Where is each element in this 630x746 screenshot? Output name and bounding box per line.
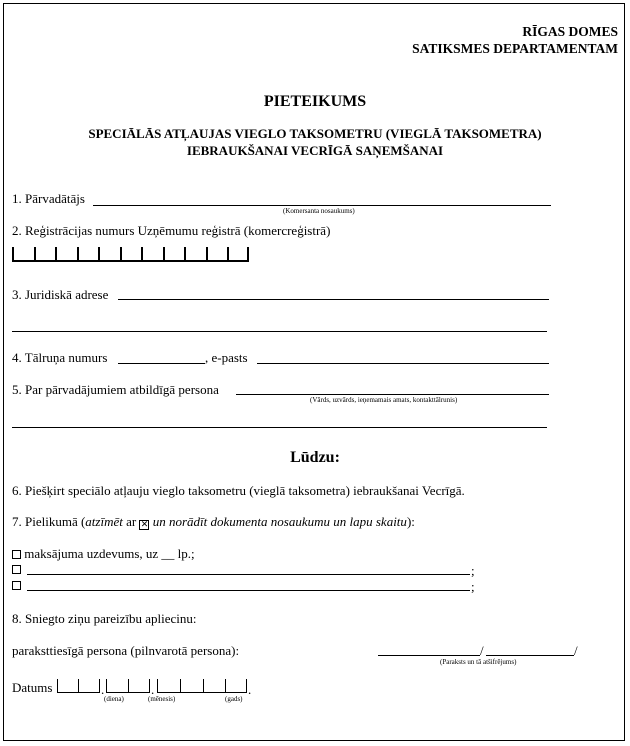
attachment-1-text: maksājuma uzdevums, uz __ lp.; <box>24 546 195 561</box>
request-heading: Lūdzu: <box>290 449 340 466</box>
date-year-cell[interactable] <box>225 679 247 693</box>
responsible-input-line2[interactable] <box>12 427 547 428</box>
date-year-cell[interactable] <box>180 679 203 693</box>
document-title: PIETEIKUMS <box>263 93 367 110</box>
reg-digit-cell[interactable] <box>120 247 142 262</box>
signature-separator-end: / <box>574 643 578 658</box>
attachment-row-1 <box>12 547 195 560</box>
form-border <box>3 3 625 741</box>
date-dot-1: . <box>101 682 105 697</box>
reg-digit-cell[interactable] <box>206 247 228 262</box>
item7-italic-mark: atzīmēt <box>85 514 123 529</box>
attachment-checkbox-2[interactable] <box>12 565 21 574</box>
phone-input-line[interactable] <box>118 363 205 364</box>
phone-label: 4. Tālruņa numurs <box>12 350 108 365</box>
item7-mid: ar <box>122 514 140 529</box>
carrier-input-line[interactable] <box>93 205 551 206</box>
legal-address-label: 3. Juridiskā adrese <box>12 287 109 302</box>
email-label: , e-pasts <box>205 350 248 365</box>
signatory-label: paraksttiesīgā persona (pilnvarotā persona): <box>12 643 240 658</box>
reg-digit-cell[interactable] <box>55 247 77 262</box>
responsible-hint: (Vārds, uzvārds, ieņemamais amats, kontakttālrunis) <box>310 396 458 404</box>
document-subtitle-line2: IEBRAUKŠANAI VECRĪGĀ SAŅEMŠANAI <box>186 143 444 158</box>
date-label: Datums <box>12 680 53 695</box>
email-input-line[interactable] <box>257 363 549 364</box>
reg-number-cells[interactable] <box>12 247 249 262</box>
date-year-cell[interactable] <box>203 679 225 693</box>
reg-digit-cell[interactable] <box>141 247 163 262</box>
date-day-hint: (diena) <box>104 695 124 703</box>
item8-text: 8. Sniegto ziņu pareizību apliecinu: <box>12 611 197 626</box>
signature-hint: (Paraksts un tā atšifrējums) <box>440 658 517 666</box>
attachment-row-2 <box>12 562 21 575</box>
attachment-3-line[interactable] <box>27 590 470 591</box>
attachment-3-end: ; <box>471 579 475 594</box>
attachment-row-3 <box>12 578 21 591</box>
date-dot-2: . <box>151 682 155 697</box>
date-dot-3: . <box>248 682 252 697</box>
date-month-cell[interactable] <box>106 679 128 693</box>
date-month-hint: (mēnesis) <box>148 695 176 703</box>
attachment-2-end: ; <box>471 563 475 578</box>
carrier-label: 1. Pārvadātājs <box>12 191 85 206</box>
responsible-label: 5. Par pārvadājumiem atbildīgā persona <box>12 382 219 397</box>
date-day-cell[interactable] <box>78 679 100 693</box>
legal-address-line2[interactable] <box>12 331 547 332</box>
reg-digit-cell[interactable] <box>184 247 206 262</box>
reg-digit-cell[interactable] <box>34 247 56 262</box>
responsible-input-line[interactable] <box>236 394 549 395</box>
reg-number-label: 2. Reģistrācijas numurs Uzņēmumu reģistrā (komercreģistrā) <box>12 223 331 238</box>
legal-address-line1[interactable] <box>118 299 549 300</box>
signature-line[interactable] <box>378 655 480 656</box>
document-subtitle-line1: SPECIĀLĀS ATĻAUJAS VIEGLO TAKSOMETRU (VIEGLĀ TAKSOMETRA) <box>88 126 542 141</box>
attachment-2-line[interactable] <box>27 574 470 575</box>
item7-italic-instruction: un norādīt dokumenta nosaukumu un lapu skaitu <box>149 514 407 529</box>
reg-digit-cell[interactable] <box>77 247 99 262</box>
signature-name-line[interactable] <box>486 655 574 656</box>
attachment-checkbox-1[interactable] <box>12 550 21 559</box>
item6-text: 6. Piešķirt speciālo atļauju vieglo taksometru (vieglā taksometra) iebraukšanai Vecrīgā. <box>12 483 465 498</box>
reg-digit-cell[interactable] <box>227 247 249 262</box>
date-day-cell[interactable] <box>57 679 78 693</box>
date-month-cell[interactable] <box>128 679 150 693</box>
reg-digit-cell[interactable] <box>12 247 34 262</box>
item7-suffix: ): <box>406 514 415 529</box>
checked-box-icon: ✕ <box>140 520 149 530</box>
attachment-checkbox-3[interactable] <box>12 581 21 590</box>
signature-separator: / <box>480 643 484 658</box>
date-year-hint: (gads) <box>225 695 243 703</box>
addressee-line1: RĪGAS DOMES <box>522 24 618 39</box>
reg-digit-cell[interactable] <box>163 247 185 262</box>
carrier-hint: (Komersanta nosaukums) <box>283 207 355 215</box>
reg-digit-cell[interactable] <box>98 247 120 262</box>
date-year-cell[interactable] <box>157 679 180 693</box>
addressee-line2: SATIKSMES DEPARTAMENTAM <box>412 41 618 56</box>
item7-text <box>12 515 415 530</box>
item7-prefix: 7. Pielikumā ( <box>12 514 86 529</box>
